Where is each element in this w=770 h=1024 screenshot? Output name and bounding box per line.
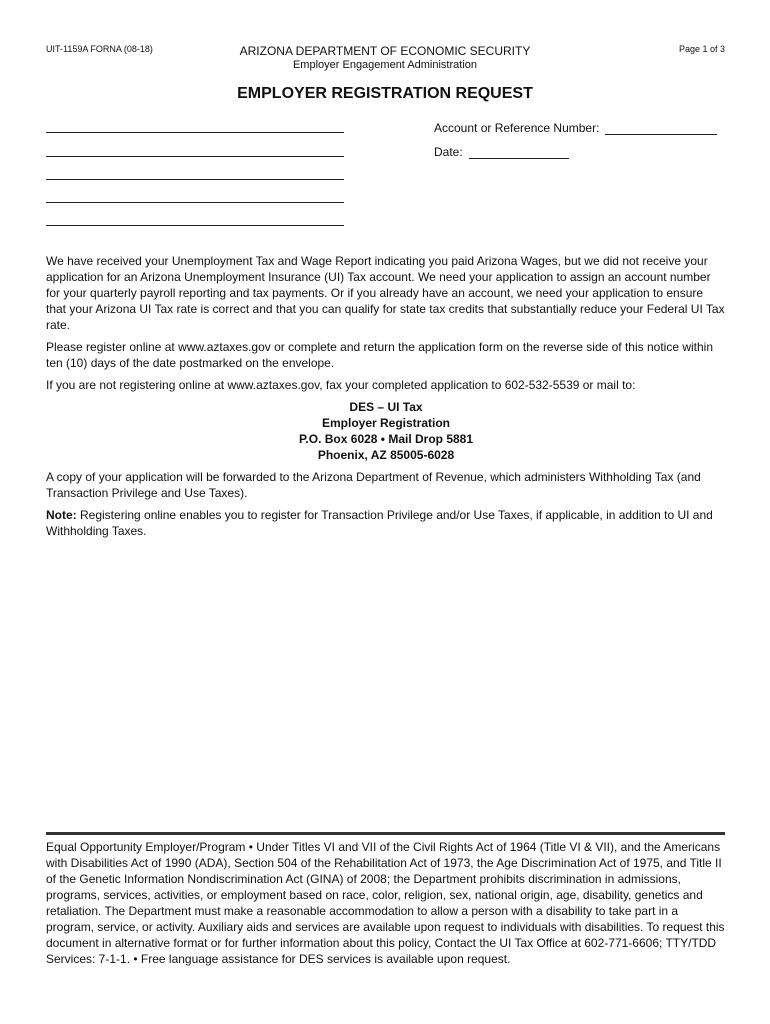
equal-opportunity-statement: Equal Opportunity Employer/Program • Under Titles VI and VII of the Civil Rights Act of 1964 (Title VI & VII), and the Americans with Disabilities Act of 1990 (ADA), Section 504 of the Rehabilitation Act of 1973, the Age Discrimination Act of 1975, and Title II of the Genetic Information Nondiscrimination Act (GINA) of 2008; the Department prohibits discrimination in admissions, programs, services, activities, or employment based on race, color, religion, sex, national origin, age, disability, genetics and retaliation. The Department must make a reasonable accommodation to allow a person with a disability to take part in a program, service, or activity. Auxiliary aids and services are available upon request to individuals with disabilities. To request this document in alternative format or for further information about this policy, Contact the UI Tax Office at 602-771-6606; TTY/TDD Services: 7-1-1. • Free language assistance for DES services is available upon request. xyxy=(46,840,725,966)
account-number-label: Account or Reference Number: xyxy=(434,121,600,135)
paragraph-copy: A copy of your application will be forwarded to the Arizona Department of Revenue, which administers Withholding Tax (and Transaction Privilege and Use Taxes). xyxy=(46,470,701,500)
mailing-address xyxy=(46,399,726,463)
note-label: Note: xyxy=(46,508,77,522)
date-input[interactable] xyxy=(469,146,569,159)
footer-divider xyxy=(46,832,725,835)
note-text: Registering online enables you to register for Transaction Privilege and/or Use Taxes, if applicable, in addition to UI and Withholding Taxes. xyxy=(46,508,713,538)
form-id: UIT-1159A FORNA (08-18) xyxy=(46,44,153,54)
account-number-input[interactable] xyxy=(605,122,717,135)
address-line: DES – UI Tax xyxy=(349,400,423,414)
letter-body xyxy=(46,253,726,545)
account-number-field xyxy=(434,121,717,135)
date-field xyxy=(434,145,569,159)
division-name: Employer Engagement Administration xyxy=(292,59,478,71)
address-line: Phoenix, AZ 85005-6028 xyxy=(317,448,455,462)
paragraph-register: Please register online at www.aztaxes.gov or complete and return the application form on the reverse side of this notice within ten (10) days of the date postmarked on the envelope. xyxy=(46,340,714,370)
address-line-3[interactable] xyxy=(46,179,344,180)
page-title: EMPLOYER REGISTRATION REQUEST xyxy=(237,85,533,102)
agency-header xyxy=(185,44,585,72)
date-label: Date: xyxy=(434,145,463,159)
paragraph-received: We have received your Unemployment Tax and Wage Report indicating you paid Arizona Wages, but we did not receive your application for an Arizona Unemployment Insurance (UI) Tax account. We need your application to assign an account number for your quarterly payroll reporting and tax payments. Or if you already have an account, we need your application to ensure that your Arizona UI Tax rate is correct and that you can qualify for state tax credits that substantially reduce your Federal UI Tax rate. xyxy=(46,254,725,332)
address-line: Employer Registration xyxy=(321,416,451,430)
note-paragraph xyxy=(46,507,726,539)
paragraph-fax-mail: If you are not registering online at www.aztaxes.gov, fax your completed application to 602-532-5539 or mail to: xyxy=(46,378,636,392)
agency-name: ARIZONA DEPARTMENT OF ECONOMIC SECURITY xyxy=(239,44,531,58)
address-line-5[interactable] xyxy=(46,225,344,226)
address-line: P.O. Box 6028 • Mail Drop 5881 xyxy=(298,432,474,446)
address-line-4[interactable] xyxy=(46,202,344,203)
address-line-1[interactable] xyxy=(46,132,344,133)
page-number: Page 1 of 3 xyxy=(678,44,725,54)
address-line-2[interactable] xyxy=(46,156,344,157)
